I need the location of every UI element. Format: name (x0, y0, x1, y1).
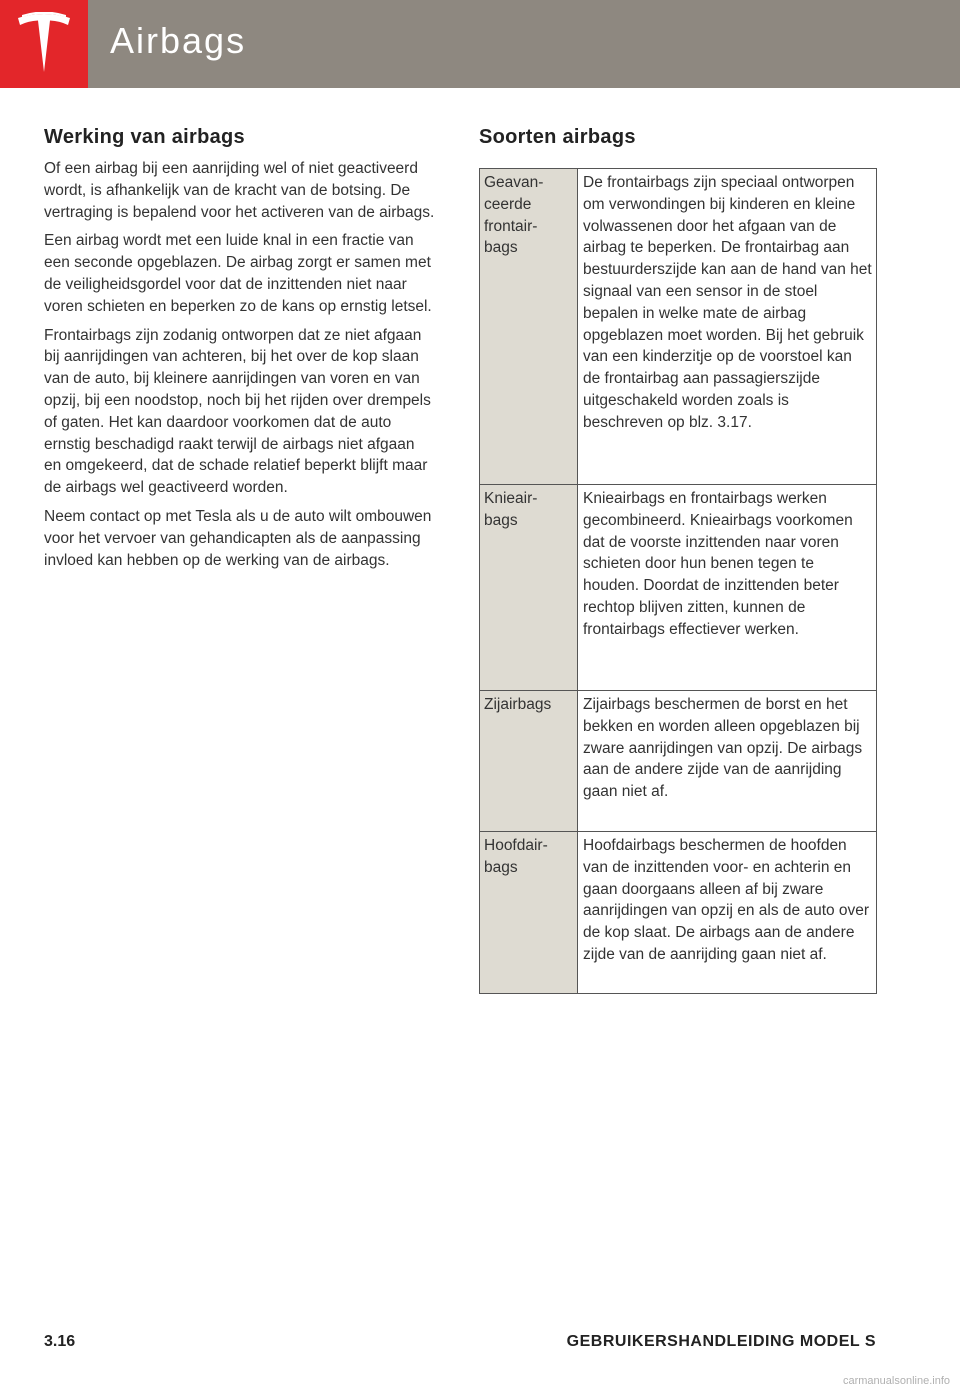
paragraph: Of een airbag bij een aanrijding wel of niet geactiveerd wordt, is afhankelijk van de kracht van de botsing. De vertraging is bepalend voor het activeren van de airbags. (44, 160, 435, 221)
watermark: carmanualsonline.info (842, 1375, 950, 1387)
paragraph: Frontairbags zijn zodanig ontworpen dat ze niet afgaan bij aanrijdingen van achteren, bij het over de kop slaan van de auto, bij kleinere aanrijdingen van voren en van opzij, bij een noodstop, noch bij het rijden over drempels of gaten. Het kan daardoor voorkomen dat de auto ernstig beschadigd raakt terwijl de airbags niet afgaan en omgekeerd, dat de schade relatief beperkt blijft maar de airbags wel geactiveerd worden. (44, 326, 431, 497)
manual-title: GEBRUIKERSHANDLEIDING MODEL S (566, 1333, 876, 1350)
section-heading-werking: Werking van airbags (44, 126, 245, 148)
section-heading-soorten: Soorten airbags (479, 126, 636, 148)
section-body-werking (44, 158, 436, 578)
table-row (480, 832, 877, 994)
paragraph: Neem contact op met Tesla als u de auto wilt ombouwen voor het vervoer van gehandicapten als de aanpassing invloed kan hebben op de werking van de airbags. (44, 507, 432, 569)
airbag-type-term: Knieair- bags (480, 485, 578, 691)
airbag-type-term: Hoofdair- bags (480, 832, 578, 994)
page-header (0, 0, 960, 88)
airbag-type-description: Hoofdairbags beschermen de hoofden van de inzittenden voor- en achterin en gaan doorgaans alleen af bij zware aanrijdingen van opzij en als de auto over de kop slaat. De airbags aan de andere zijde van de aanrijding gaan niet af. (578, 832, 877, 994)
page-title: Airbags (110, 20, 247, 61)
airbag-type-term: Zijairbags (480, 691, 578, 832)
page-number: 3.16 (44, 1333, 76, 1350)
table-row (480, 485, 877, 691)
airbag-types-table (479, 168, 877, 994)
airbag-type-description: De frontairbags zijn speciaal ontworpen om verwondingen bij kinderen en kleine volwassenen door het afgaan van de airbag te beperken. De frontairbag aan bestuurderszijde kan aan de hand van het signaal van een sensor in de stoel bepalen in welke mate de airbag opgeblazen moet worden. Bij het gebruik van een kinderzitje op de voorstoel kan de frontairbag aan passagierszijde uitgeschakeld worden zoals is beschreven op blz. 3.17. (578, 169, 877, 485)
airbag-type-term: Geavan- ceerde frontair- bags (480, 169, 578, 485)
tesla-t-icon (16, 12, 72, 74)
airbag-type-description: Zijairbags beschermen de borst en het bekken en worden alleen opgeblazen bij zware aanrijdingen van opzij. De airbags aan de andere zijde van de aanrijding gaan niet af. (578, 691, 877, 832)
tesla-logo (0, 0, 88, 88)
paragraph: Een airbag wordt met een luide knal in een fractie van een seconde opgeblazen. De airbag zorgt er samen met de veiligheidsgordel voor dat de inzittenden niet naar voren schieten en beperken zo de kans op ernstig letsel. (44, 232, 432, 315)
airbag-type-description: Knieairbags en frontairbags werken gecombineerd. Knieairbags voorkomen dat de voorste inzittenden naar voren schieten door hun benen tegen te houden. Doordat de inzittenden beter rechtop blijven zitten, kunnen de frontairbags effectiever werken. (578, 485, 877, 691)
table-row (480, 169, 877, 485)
table-row (480, 691, 877, 832)
